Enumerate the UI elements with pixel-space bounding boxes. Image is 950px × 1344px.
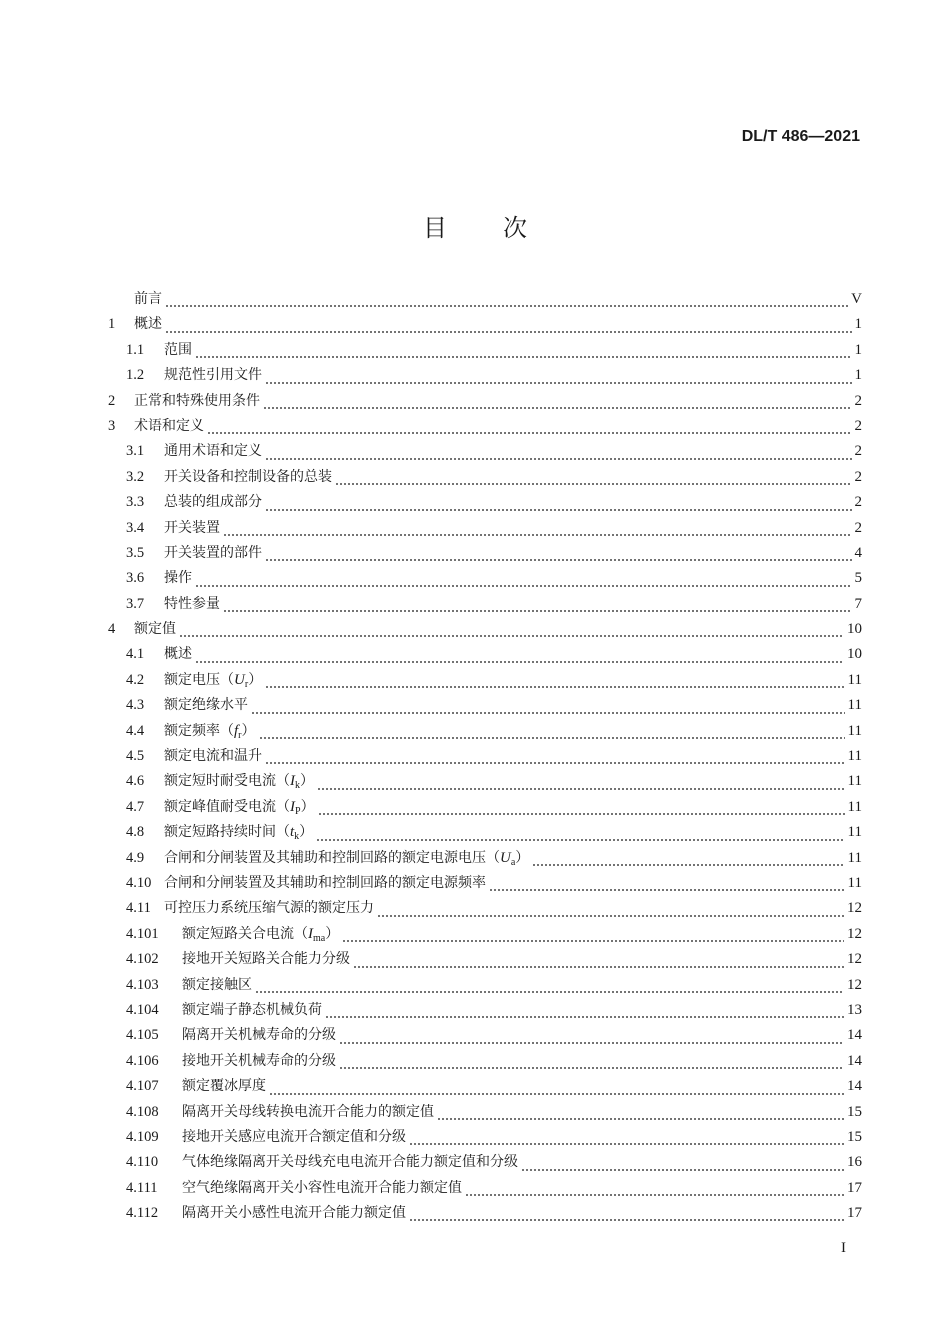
toc-entry-title: [164, 770, 314, 791]
toc-entry-title: [164, 872, 486, 892]
toc-entry-page: V: [851, 291, 862, 307]
toc-entry-title-text: 接地开关机械寿命的分级: [182, 1052, 336, 1069]
toc-entry-title: [134, 313, 162, 333]
toc-entry-page: 10: [847, 646, 862, 663]
toc-entry-title: [164, 542, 262, 562]
toc-entry-number: 3.7: [126, 595, 145, 612]
symbol-letter: U: [500, 849, 511, 866]
symbol-letter: t: [290, 824, 295, 841]
toc-entry-page: 12: [847, 951, 862, 968]
dot-leader: [318, 813, 845, 815]
symbol-letter: I: [290, 773, 295, 790]
dot-leader: [195, 356, 852, 358]
toc-entry-title-text: 规范性引用文件: [164, 367, 262, 384]
toc-entry-title-text: 术语和定义: [134, 417, 204, 434]
toc-entry-title-text: 接地开关感应电流开合额定值和分级: [182, 1128, 406, 1145]
dot-leader: [342, 940, 844, 942]
toc-entry-title-text: 隔离开关小感性电流开合能力额定值: [182, 1205, 406, 1222]
toc-entry[interactable]: [108, 948, 862, 973]
toc-entry-number: 2: [108, 392, 116, 409]
dot-leader: [532, 864, 844, 866]
toc-entry[interactable]: [108, 390, 862, 415]
toc-entry-title-text: 隔离开关机械寿命的分级: [182, 1027, 336, 1044]
toc-entry-title: [134, 618, 176, 638]
toc-entry-title-suffix: ）: [299, 824, 314, 841]
toc-entry-number: 4.106: [126, 1052, 159, 1069]
toc-entry-title-text: 额定频率（: [164, 722, 234, 739]
toc-entry-page: 16: [847, 1154, 862, 1171]
toc-entry-title-text: 额定短路持续时间（: [164, 824, 290, 841]
toc-entry-number: 4.109: [126, 1128, 159, 1145]
toc-entry[interactable]: [108, 517, 862, 542]
toc-entry-number: 3.3: [126, 494, 145, 511]
toc-entry-title-text: 操作: [164, 570, 192, 587]
toc-entry-page: 2: [854, 392, 862, 409]
toc-entry-number: 4: [108, 621, 116, 638]
toc-entry-title: [134, 415, 204, 435]
toc-entry[interactable]: [108, 796, 862, 821]
toc-entry[interactable]: [108, 720, 862, 745]
toc-entry-page: 11: [847, 697, 862, 714]
toc-entry-page: 11: [847, 874, 862, 891]
toc-entry-title: [164, 491, 262, 511]
dot-leader: [265, 559, 852, 561]
page-title-char: 次: [503, 214, 527, 242]
toc-entry-page: 2: [854, 417, 862, 434]
symbol-subscript: ma: [313, 932, 326, 944]
toc-entry-number: 3: [108, 417, 116, 434]
toc-entry-page: 11: [847, 824, 862, 841]
toc-entry-number: 4.102: [126, 951, 159, 968]
toc-entry-number: 4.112: [126, 1205, 159, 1222]
toc-entry[interactable]: [108, 542, 862, 567]
toc-entry-page: 11: [847, 748, 862, 765]
toc-entry-page: 12: [847, 925, 862, 942]
toc-entry-number: 4.108: [126, 1103, 159, 1120]
toc-entry-title: [134, 390, 260, 410]
toc-entry-title-text: 概述: [164, 646, 192, 663]
toc-entry[interactable]: [108, 339, 862, 364]
symbol-subscript: k: [295, 780, 300, 792]
dot-leader: [409, 1219, 844, 1221]
toc-entry[interactable]: [108, 288, 862, 313]
toc-entry-title-text: 气体绝缘隔离开关母线充电电流开合能力额定值和分级: [182, 1154, 518, 1171]
symbol-subscript: P: [295, 805, 301, 817]
toc-entry-symbol: [290, 773, 300, 792]
toc-entry-title: [164, 796, 315, 817]
toc-entry-number: 3.1: [126, 443, 145, 460]
toc-entry-title-text: 合闸和分闸装置及其辅助和控制回路的额定电源电压（: [164, 849, 500, 866]
toc-entry-title-text: 额定短时耐受电流（: [164, 773, 290, 790]
toc-entry-page: 15: [847, 1128, 862, 1145]
dot-leader: [195, 661, 844, 663]
toc-entry-title: [182, 1101, 434, 1121]
dot-leader: [263, 407, 852, 409]
toc-entry-number: 4.10: [126, 874, 152, 891]
dot-leader: [335, 483, 852, 485]
toc-entry[interactable]: [108, 1177, 862, 1202]
dot-leader: [195, 585, 852, 587]
toc-entry-title: [182, 948, 350, 968]
dot-leader: [223, 534, 852, 536]
toc-entry-number: 4.4: [126, 722, 145, 739]
dot-leader: [223, 610, 852, 612]
toc-entry-title-text: 额定覆冰厚度: [182, 1078, 266, 1095]
symbol-letter: f: [234, 722, 239, 739]
toc-entry[interactable]: [108, 415, 862, 440]
dot-leader: [437, 1118, 844, 1120]
toc-entry[interactable]: [108, 1050, 862, 1075]
dot-leader: [465, 1194, 844, 1196]
toc-entry[interactable]: [108, 999, 862, 1024]
toc-entry[interactable]: [108, 466, 862, 491]
toc-entry[interactable]: [108, 1075, 862, 1100]
toc-entry-page: 15: [847, 1103, 862, 1120]
dot-leader: [316, 839, 844, 841]
toc-entry-number: 4.6: [126, 773, 145, 790]
toc-entry-page: 10: [847, 621, 862, 638]
dot-leader: [259, 737, 845, 739]
dot-leader: [339, 1042, 844, 1044]
dot-leader: [353, 966, 844, 968]
toc-entry-page: 2: [854, 519, 862, 536]
toc-entry-symbol: [290, 799, 301, 815]
toc-entry-title-text: 总装的组成部分: [164, 494, 262, 511]
toc-entry-number: 4.111: [126, 1179, 158, 1196]
toc-entry[interactable]: [108, 1024, 862, 1049]
toc-entry[interactable]: [108, 745, 862, 770]
toc-entry[interactable]: [108, 1126, 862, 1151]
toc-entry-page: 1: [854, 341, 862, 358]
toc-entry-number: 4.7: [126, 798, 145, 815]
toc-entry-title-suffix: ）: [515, 849, 530, 866]
toc-entry-title: [164, 364, 262, 384]
toc-entry-page: 2: [854, 468, 862, 485]
dot-leader: [489, 889, 845, 891]
toc-entry[interactable]: [108, 923, 862, 948]
dot-leader: [207, 432, 852, 434]
toc-entry[interactable]: [108, 567, 862, 592]
toc-entry-number: 4.107: [126, 1078, 159, 1095]
toc-entry-title-text: 额定电流和温升: [164, 748, 262, 765]
toc-entry-page: 17: [847, 1205, 862, 1222]
dot-leader: [521, 1169, 844, 1171]
toc-entry-title-suffix: ）: [241, 722, 256, 739]
toc-entry-page: 12: [847, 976, 862, 993]
page-title-char: 目: [423, 214, 447, 242]
toc-entry[interactable]: [108, 1101, 862, 1126]
toc-entry-title: [164, 440, 262, 460]
dot-leader: [265, 458, 852, 460]
toc-entry-title-text: 合闸和分闸装置及其辅助和控制回路的额定电源频率: [164, 874, 486, 891]
toc-entry-symbol: [234, 672, 248, 688]
toc-entry-page: 14: [847, 1027, 862, 1044]
dot-leader: [325, 1016, 844, 1018]
toc-entry-title-text: 可控压力系统压缩气源的额定压力: [164, 900, 374, 917]
symbol-subscript: r: [244, 678, 249, 690]
toc-entry-title-text: 特性参量: [164, 595, 220, 612]
toc-entry-page: 1: [854, 316, 862, 333]
symbol-subscript: k: [294, 831, 300, 843]
toc-entry-title: [182, 1050, 336, 1070]
dot-leader: [339, 1067, 844, 1069]
toc-entry-number: 4.105: [126, 1027, 159, 1044]
toc-entry[interactable]: [108, 593, 862, 618]
symbol-letter: I: [290, 798, 295, 815]
toc-entry-page: 7: [854, 595, 862, 612]
toc-entry-number: 4.2: [126, 671, 145, 688]
dot-leader: [165, 331, 852, 333]
toc-entry-page: 13: [847, 1001, 862, 1018]
toc-entry-page: 14: [847, 1078, 862, 1095]
toc-entry-title: [182, 1024, 336, 1044]
toc-entry-title: [164, 669, 262, 690]
toc-entry-page: 11: [847, 722, 862, 739]
toc-entry-title-text: 范围: [164, 341, 192, 358]
toc-entry[interactable]: [108, 618, 862, 643]
toc-entry[interactable]: [108, 821, 862, 846]
toc-entry-title: [164, 821, 313, 842]
table-of-contents: [108, 288, 862, 1227]
toc-entry-title-text: 开关设备和控制设备的总装: [164, 468, 332, 485]
toc-entry-symbol: [234, 723, 242, 739]
toc-entry-title: [164, 694, 248, 714]
toc-entry[interactable]: [108, 847, 862, 872]
toc-entry-number: 4.101: [126, 925, 159, 942]
toc-entry-title-text: 开关装置的部件: [164, 544, 262, 561]
toc-entry[interactable]: [108, 770, 862, 795]
toc-entry-title-suffix: ）: [300, 773, 314, 790]
symbol-letter: U: [234, 671, 245, 688]
toc-entry-number: 4.1: [126, 646, 145, 663]
toc-entry-title: [182, 974, 252, 994]
toc-entry[interactable]: [108, 974, 862, 999]
toc-entry-number: 3.2: [126, 468, 145, 485]
toc-entry-title: [182, 1151, 518, 1171]
toc-entry-number: 4.110: [126, 1154, 159, 1171]
dot-leader: [165, 305, 848, 307]
toc-entry-number: 4.5: [126, 748, 145, 765]
toc-entry-title: [164, 466, 332, 486]
toc-entry-number: 1.2: [126, 367, 145, 384]
dot-leader: [265, 762, 845, 764]
dot-leader: [179, 635, 844, 637]
document-code: DL/T 486—2021: [741, 128, 860, 145]
toc-entry-page: 14: [847, 1052, 862, 1069]
toc-entry[interactable]: [108, 669, 862, 694]
toc-entry-page: 5: [854, 570, 862, 587]
toc-entry-title-suffix: ）: [300, 798, 315, 815]
toc-entry-title-text: 额定接触区: [182, 976, 252, 993]
toc-entry-page: 11: [847, 798, 862, 815]
toc-entry-title: [164, 339, 192, 359]
toc-entry-number: 4.103: [126, 976, 159, 993]
toc-entry-title-text: 额定电压（: [164, 671, 234, 688]
toc-entry-number: 4.104: [126, 1001, 159, 1018]
toc-entry-title: [134, 288, 162, 308]
toc-entry-title: [182, 1126, 406, 1146]
page-number: I: [841, 1240, 846, 1256]
toc-entry-title-text: 额定峰值耐受电流（: [164, 798, 290, 815]
toc-entry-title: [164, 745, 262, 765]
toc-entry-title: [182, 1202, 406, 1222]
toc-entry-title: [164, 593, 220, 613]
toc-entry-title: [164, 567, 192, 587]
dot-leader: [265, 382, 852, 384]
toc-entry-number: 4.8: [126, 824, 145, 841]
toc-entry-page: 12: [847, 900, 862, 917]
toc-entry-title-text: 接地开关短路关合能力分级: [182, 951, 350, 968]
toc-entry[interactable]: [108, 872, 862, 897]
dot-leader: [255, 991, 844, 993]
dot-leader: [409, 1143, 844, 1145]
toc-entry-number: 1: [108, 316, 116, 333]
toc-entry[interactable]: [108, 440, 862, 465]
toc-entry-title-text: 前言: [134, 291, 162, 307]
toc-entry-title-text: 正常和特殊使用条件: [134, 392, 260, 409]
toc-entry-title: [164, 897, 374, 917]
toc-entry[interactable]: [108, 694, 862, 719]
toc-entry-page: 11: [847, 671, 862, 688]
toc-entry-title: [164, 720, 256, 741]
dot-leader: [251, 712, 845, 714]
dot-leader: [265, 509, 852, 511]
toc-entry-title-suffix: ）: [248, 671, 263, 688]
toc-entry-page: 11: [847, 773, 862, 790]
toc-entry-title-text: 空气绝缘隔离开关小容性电流开合能力额定值: [182, 1179, 462, 1196]
symbol-letter: I: [308, 925, 313, 942]
toc-entry-page: 2: [854, 443, 862, 460]
toc-entry[interactable]: [108, 313, 862, 338]
toc-entry-symbol: [308, 926, 325, 942]
toc-entry-title: [164, 517, 220, 537]
toc-entry-number: 4.3: [126, 697, 145, 714]
toc-entry[interactable]: [108, 643, 862, 668]
toc-entry[interactable]: [108, 1151, 862, 1176]
toc-entry-symbol: [500, 850, 515, 866]
toc-entry-title: [164, 643, 192, 663]
toc-entry-page: 11: [847, 849, 862, 866]
dot-leader: [377, 915, 844, 917]
toc-entry-number: 3.4: [126, 519, 145, 536]
toc-entry[interactable]: [108, 897, 862, 922]
symbol-subscript: r: [238, 729, 242, 741]
toc-entry-number: 3.6: [126, 570, 145, 587]
toc-entry-title: [182, 999, 322, 1019]
toc-entry-title: [164, 847, 529, 868]
toc-entry-title: [182, 923, 339, 944]
toc-entry-page: 2: [854, 494, 862, 511]
toc-entry[interactable]: [108, 491, 862, 516]
toc-entry-page: 4: [854, 544, 862, 561]
toc-entry-title-text: 概述: [134, 316, 162, 333]
toc-entry-title: [182, 1177, 462, 1197]
toc-entry[interactable]: [108, 1202, 862, 1227]
toc-entry-title-suffix: ）: [325, 925, 340, 942]
toc-entry-number: 1.1: [126, 341, 145, 358]
toc-entry-page: 17: [847, 1179, 862, 1196]
toc-entry[interactable]: [108, 364, 862, 389]
toc-entry-symbol: [290, 824, 300, 843]
toc-entry-title-text: 开关装置: [164, 519, 220, 536]
toc-entry-title-text: 额定短路关合电流（: [182, 925, 308, 942]
toc-entry-page: 1: [854, 367, 862, 384]
toc-entry-number: 4.11: [126, 900, 151, 917]
dot-leader: [269, 1093, 844, 1095]
dot-leader: [265, 686, 844, 688]
toc-entry-title-text: 额定端子静态机械负荷: [182, 1001, 322, 1018]
toc-entry-title-text: 额定绝缘水平: [164, 697, 248, 714]
page-title: [0, 208, 950, 243]
toc-entry-title-text: 通用术语和定义: [164, 443, 262, 460]
toc-entry-number: 4.9: [126, 849, 145, 866]
toc-entry-title-text: 隔离开关母线转换电流开合能力的额定值: [182, 1103, 434, 1120]
toc-entry-number: 3.5: [126, 544, 145, 561]
toc-entry-title-text: 额定值: [134, 621, 176, 638]
dot-leader: [317, 788, 845, 790]
toc-entry-title: [182, 1075, 266, 1095]
symbol-subscript: a: [510, 856, 516, 868]
